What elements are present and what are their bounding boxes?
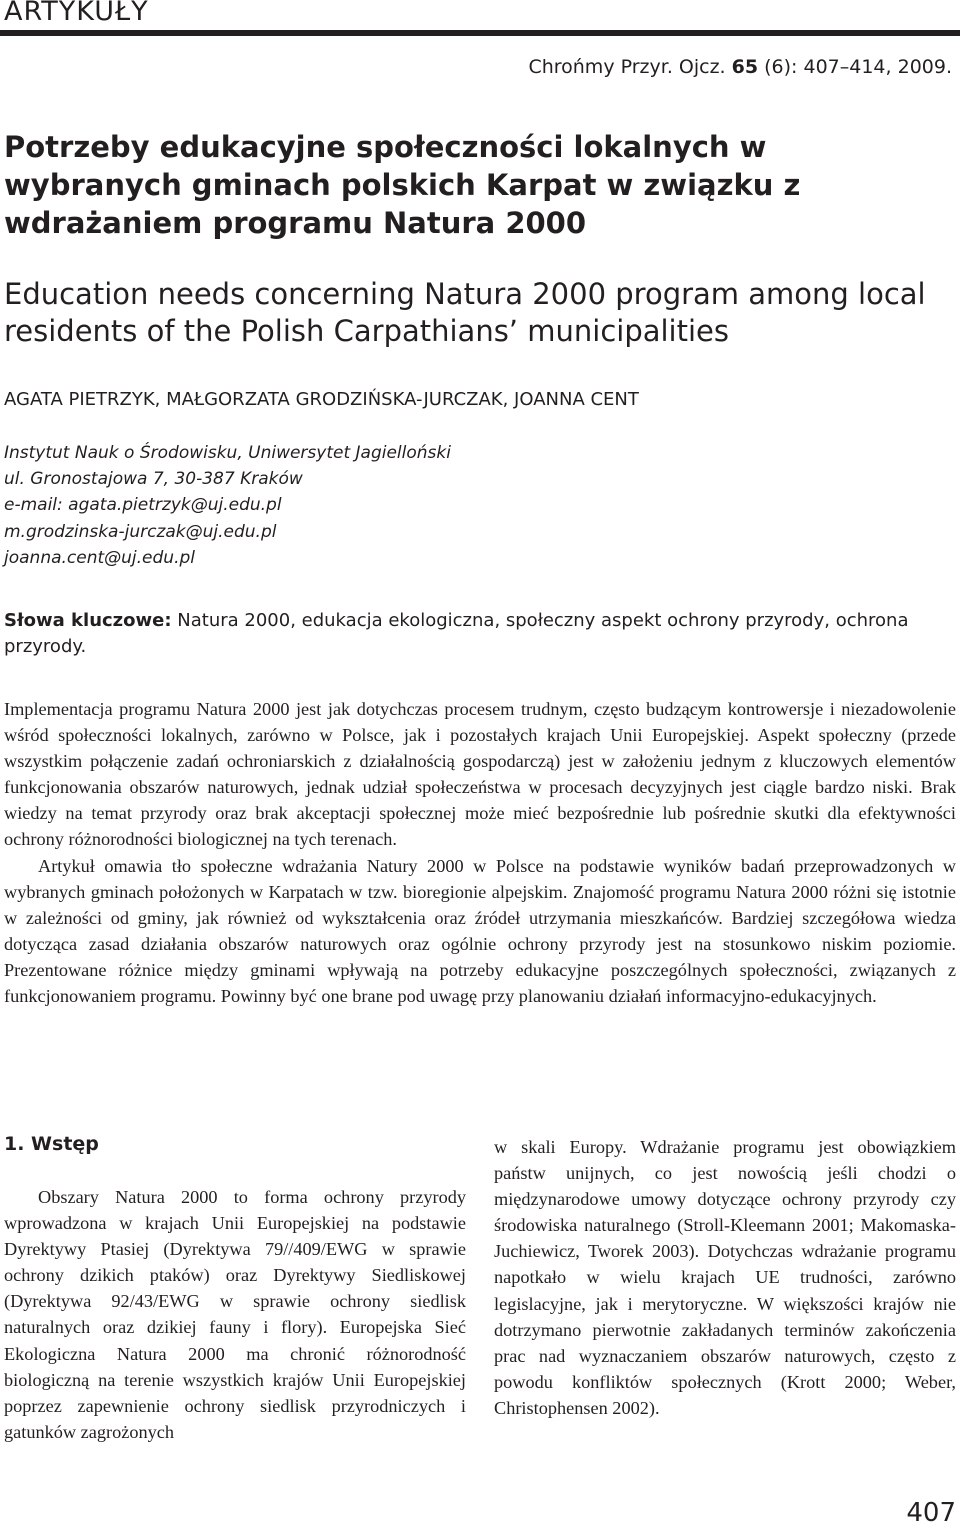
section-heading: 1. Wstęp bbox=[4, 1133, 99, 1155]
article-title-english: Education needs concerning Natura 2000 program among local residents of the Polish Carpathians’ municipalities bbox=[4, 277, 926, 348]
institute-address: ul. Gronostajowa 7, 30-387 Kraków bbox=[4, 469, 303, 490]
citation-prefix: Chrońmy Przyr. Ojcz. bbox=[528, 56, 726, 78]
page-number: 407 bbox=[906, 1498, 956, 1528]
institute-name: Instytut Nauk o Środowisku, Uniwersytet Jagielloński bbox=[4, 443, 451, 463]
email-3[interactable]: joanna.cent@uj.edu.pl bbox=[4, 547, 196, 568]
citation-volume: 65 bbox=[731, 56, 759, 78]
header-rule bbox=[0, 30, 960, 36]
body-column-left bbox=[4, 1184, 466, 1445]
keywords bbox=[4, 608, 944, 660]
section-label: ARTYKUŁY bbox=[4, 0, 149, 27]
body-paragraph-right: w skali Europy. Wdrażanie programu jest obowiązkiem państw unijnych, co jest nowością jeśli chodzi o międzynarodowe umowy dotyczące ochrony przyrody czy środowiska naturalnego (Stroll-Kleemann 2001; Makomaska-Juchiewicz, Tworek 2003). Dotychczas wdrażanie programu napotkało w wielu krajach UE trudności, zarówno legislacyjne, jak i merytoryczne. W większości krajów nie dotrzymano pierwotnie zakładanych terminów zakończenia prac nad wyznaczaniem obszarów naturowych, często z powodu konfliktów społecznych (Krott 2000; Weber, Christophensen 2002). bbox=[494, 1137, 956, 1418]
email-1[interactable]: e-mail: agata.pietrzyk@uj.edu.pl bbox=[4, 495, 282, 516]
keywords-text: Natura 2000, edukacja ekologiczna, społeczny aspekt ochrony przyrody, ochrona przyrody. bbox=[4, 610, 909, 657]
email-2[interactable]: m.grodzinska-jurczak@uj.edu.pl bbox=[4, 521, 277, 542]
body-column-right bbox=[494, 1134, 956, 1421]
body-paragraph-left: Obszary Natura 2000 to forma ochrony przyrody wprowadzona w krajach Unii Europejskiej na podstawie Dyrektywy Ptasiej (Dyrektywa 79//409/EWG w sprawie ochrony dzikich ptaków) oraz Dyrektywy Siedliskowej (Dyrektywa 92/43/EWG w sprawie ochrony siedlisk naturalnych oraz dzikiej fauny i flory). Europejska Sieć Ekologiczna Natura 2000 ma chronić różnorodność biologiczną na terenie wszystkich krajów Unii Europejskiej poprzez zapewnienie ochrony siedlisk przyrodniczych i gatunków zagrożonych bbox=[4, 1187, 466, 1442]
author-list: AGATA PIETRZYK, MAŁGORZATA GRODZIŃSKA-JURCZAK, JOANNA CENT bbox=[4, 389, 639, 410]
article-title-polish: Potrzeby edukacyjne społeczności lokalnych w wybranych gminach polskich Karpat w związku z wdrażaniem programu Natura 2000 bbox=[4, 130, 801, 240]
abstract-paragraph-1: Implementacja programu Natura 2000 jest jak dotychczas procesem trudnym, często budzącym kontrowersje i niezadowolenie wśród społeczności lokalnych, zarówno w Polsce, jak i pozostałych krajach Unii Europejskiej. Aspekt społeczny (przede wszystkim połączenie zadań ochroniarskich z działalnością gospodarczą) jest w założeniu jednym z kluczowych elementów funkcjonowania obszarów naturowych, jednak udział społeczeństwa w procesach decyzyjnych jest ciągle bardzo niski. Brak wiedzy na temat przyrody oraz brak akceptacji społecznej może mieć bezpośrednie lub pośrednie skutki dla efektywności ochrony różnorodności biologicznej na tych terenach. bbox=[4, 699, 956, 850]
abstract bbox=[4, 696, 956, 1009]
citation-suffix: (6): 407–414, 2009. bbox=[764, 56, 952, 78]
keywords-label: Słowa kluczowe: bbox=[4, 610, 172, 631]
journal-citation bbox=[528, 56, 952, 78]
abstract-paragraph-2: Artykuł omawia tło społeczne wdrażania Natury 2000 w Polsce na podstawie wyników badań przeprowadzonych w wybranych gminach położonych w Karpatach w tzw. bioregionie alpejskim. Znajomość programu Natura 2000 różni się istotnie w zależności od gminy, jak również od wykształcenia oraz źródeł utrzymania mieszkańców. Bardziej szczegółowa wiedza dotycząca zasad działania obszarów naturowych oraz ogólnie ochrony przyrody jest na stosunkowo niskim poziomie. Prezentowane różnice między gminami wpływają na potrzeby edukacyjne poszczególnych społeczności, związanych z funkcjonowaniem programu. Powinny być one brane pod uwagę przy planowaniu działań informacyjno-edukacyjnych. bbox=[4, 855, 956, 1007]
affiliation-block bbox=[4, 440, 451, 571]
